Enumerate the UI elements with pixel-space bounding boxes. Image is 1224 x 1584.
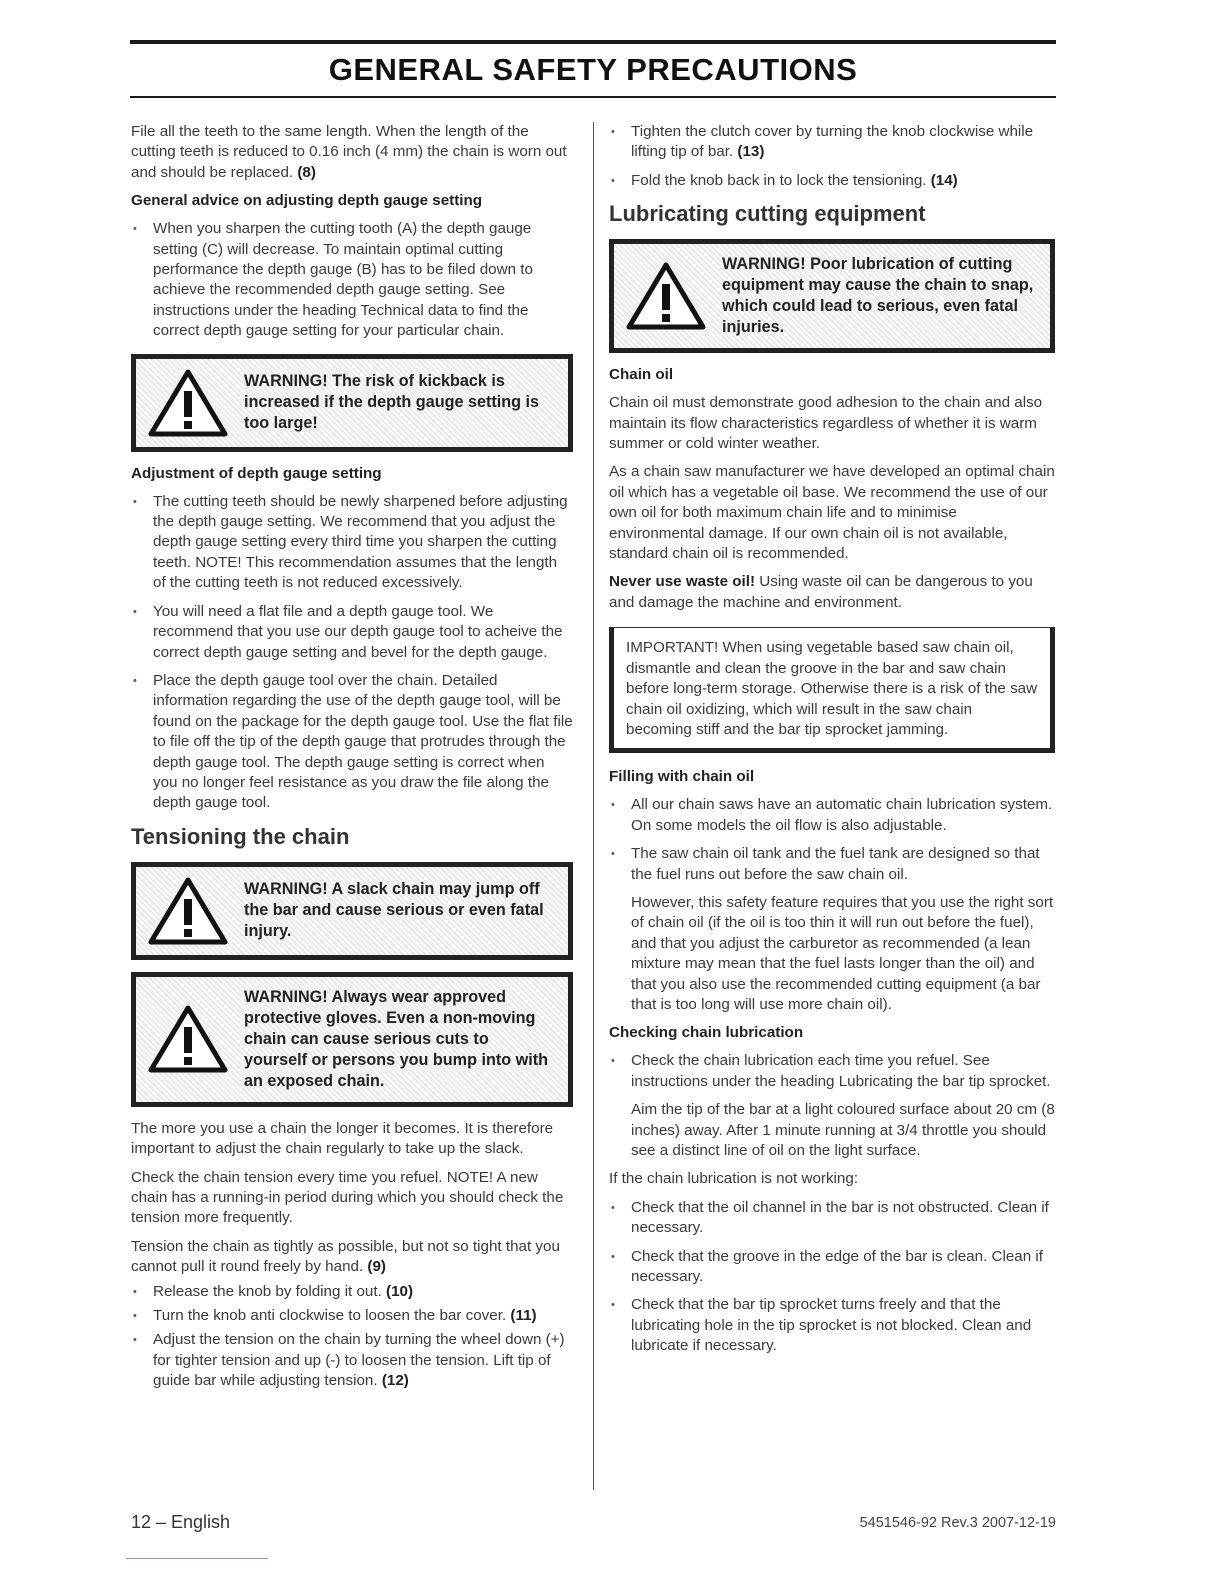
section-heading-lubricating: Lubricating cutting equipment bbox=[609, 201, 926, 227]
subheading-chain-oil: Chain oil bbox=[609, 366, 674, 384]
warning-triangle-icon bbox=[148, 369, 228, 437]
list-item: • The cutting teeth should be newly sharpened before adjusting the depth gauge setting. We recommend that you adjust the depth gauge setting every third time you sharpen the cutting teeth. NOTE! This recommendation assumes that the length of the cutting teeth is not reduced excessively. bbox=[131, 492, 573, 594]
paragraph: If the chain lubrication is not working: bbox=[609, 1170, 859, 1188]
bullet-list bbox=[131, 219, 573, 341]
important-box: IMPORTANT! When using vegetable based saw chain oil, dismantle and clean the groove in the bar and saw chain before long-term storage. Otherwise there is a risk of the saw chain oil oxidizing, which will result in the saw chain becoming stiff and the bar tip sprocket jamming. bbox=[609, 627, 1055, 753]
column-divider bbox=[593, 122, 594, 1490]
document-number: 5451546-92 Rev.3 2007-12-19 bbox=[859, 1515, 1056, 1531]
warning-box-kickback bbox=[131, 354, 573, 452]
warning-text: WARNING! Always wear approved protective gloves. Even a non-moving chain can cause serious cuts to yourself or persons you bump into with an exposed chain. bbox=[244, 987, 548, 1090]
page-number: 12 – English bbox=[131, 1512, 231, 1532]
list-item: • Check the chain lubrication each time you refuel. See instructions under the heading Lubricating the bar tip sprocket. bbox=[609, 1051, 1055, 1092]
list-item: • Tighten the clutch cover by turning the knob clockwise while lifting tip of bar. (13) bbox=[609, 122, 1055, 163]
subheading-filling: Filling with chain oil bbox=[609, 768, 755, 786]
paragraph: Aim the tip of the bar at a light coloured surface about 20 cm (8 inches) away. After 1 minute running at 3/4 throttle you should see a distinct line of oil on the light surface. bbox=[631, 1101, 1055, 1159]
list-item: • Check that the bar tip sprocket turns freely and that the lubricating hole in the tip sprocket is not blocked. Clean and lubricate if necessary. bbox=[609, 1295, 1055, 1356]
list-item: • Place the depth gauge tool over the chain. Detailed information regarding the use of the depth gauge tool, will be found on the package for the depth gauge tool. Use the flat file to file off the tip of the depth gauge that protrudes through the depth gauge tool. The depth gauge setting is correct when you no longer feel resistance as you draw the file along the depth gauge tool. bbox=[131, 671, 573, 814]
paragraph: Chain oil must demonstrate good adhesion to the chain and also maintain its flow characteristics regardless of whether it is warm summer or cold winter weather. bbox=[609, 394, 1043, 453]
subheading-adjustment: Adjustment of depth gauge setting bbox=[131, 464, 382, 482]
paragraph: Tension the chain as tightly as possible, but not so tight that you cannot pull it round freely by hand. (9) bbox=[131, 1237, 560, 1276]
bullet-list bbox=[131, 1282, 573, 1392]
warning-triangle-icon bbox=[148, 1005, 228, 1073]
warning-box-gloves bbox=[131, 972, 573, 1107]
paragraph: The more you use a chain the longer it becomes. It is therefore important to adjust the chain regularly to take up the slack. bbox=[131, 1119, 554, 1158]
paragraph: As a chain saw manufacturer we have developed an optimal chain oil which has a vegetable oil base. We recommend the use of our own oil for both maximum chain life and to minimise environmental damage. If our own chain oil is not available, standard chain oil is recommended. bbox=[609, 463, 1055, 563]
list-item: • The saw chain oil tank and the fuel tank are designed so that the fuel runs out before the saw chain oil. bbox=[609, 844, 1055, 885]
bullet-list bbox=[609, 1198, 1055, 1357]
footer-rule bbox=[126, 1558, 268, 1559]
page-header bbox=[130, 40, 1056, 98]
paragraph: Never use waste oil! Using waste oil can be dangerous to you and damage the machine and environment. bbox=[609, 573, 1033, 611]
list-item: • When you sharpen the cutting tooth (A) the depth gauge setting (C) will decrease. To maintain optimal cutting performance the depth gauge (B) has to be filed down to achieve the recommended depth gauge setting. See instructions under the heading Technical data to find the correct depth gauge setting for your particular chain. bbox=[131, 219, 573, 341]
warning-triangle-icon bbox=[626, 262, 706, 330]
list-item: • Release the knob by folding it out. (10) bbox=[131, 1282, 573, 1302]
warning-text: WARNING! The risk of kickback is increased if the depth gauge setting is too large! bbox=[244, 372, 540, 433]
paragraph: Check the chain tension every time you refuel. NOTE! A new chain has a running-in period during which you should check the tension more frequently. bbox=[131, 1168, 564, 1227]
list-item: • All our chain saws have an automatic chain lubrication system. On some models the oil flow is also adjustable. bbox=[609, 795, 1055, 836]
right-column bbox=[609, 122, 1055, 1365]
paragraph: File all the teeth to the same length. When the length of the cutting teeth is reduced to 0.16 inch (4 mm) the chain is worn out and should be replaced. (8) bbox=[131, 123, 567, 181]
bullet-list bbox=[609, 795, 1055, 885]
warning-box-slack-chain bbox=[131, 862, 573, 960]
subheading-checking: Checking chain lubrication bbox=[609, 1024, 804, 1042]
warning-triangle-icon bbox=[148, 877, 228, 945]
paragraph: However, this safety feature requires that you use the right sort of chain oil (if the oil is too thin it will run out before the fuel), and that you adjust the carburetor as recommended (a lean mixture may mean that the fuel lasts longer than the oil) and that you also use the recommended cutting equipment (a bar that is too long will use more chain oil). bbox=[631, 893, 1054, 1013]
list-item: • Check that the groove in the edge of the bar is clean. Clean if necessary. bbox=[609, 1247, 1055, 1288]
bullet-list bbox=[609, 1051, 1055, 1092]
page-title: GENERAL SAFETY PRECAUTIONS bbox=[328, 52, 858, 87]
warning-text: WARNING! A slack chain may jump off the bar and cause serious or even fatal injury. bbox=[244, 880, 544, 941]
bullet-list bbox=[131, 492, 573, 814]
bullet-list bbox=[609, 122, 1055, 191]
subheading-general-advice: General advice on adjusting depth gauge setting bbox=[131, 192, 483, 210]
section-heading-tensioning: Tensioning the chain bbox=[131, 823, 350, 849]
list-item: • Adjust the tension on the chain by turning the wheel down (+) for tighter tension and up (-) to loosen the tension. Lift tip of guide bar while adjusting tension. (12) bbox=[131, 1330, 573, 1391]
list-item: • Fold the knob back in to lock the tensioning. (14) bbox=[609, 171, 1055, 191]
warning-box-lubrication bbox=[609, 239, 1055, 353]
list-item: • You will need a flat file and a depth gauge tool. We recommend that you use our depth gauge tool to acheive the correct depth gauge setting and bevel for the depth gauge. bbox=[131, 602, 573, 663]
left-column bbox=[131, 122, 573, 1400]
list-item: • Turn the knob anti clockwise to loosen the bar cover. (11) bbox=[131, 1306, 573, 1326]
list-item: • Check that the oil channel in the bar is not obstructed. Clean if necessary. bbox=[609, 1198, 1055, 1239]
warning-text: WARNING! Poor lubrication of cutting equipment may cause the chain to snap, which could lead to serious, even fatal injuries. bbox=[722, 255, 1034, 337]
